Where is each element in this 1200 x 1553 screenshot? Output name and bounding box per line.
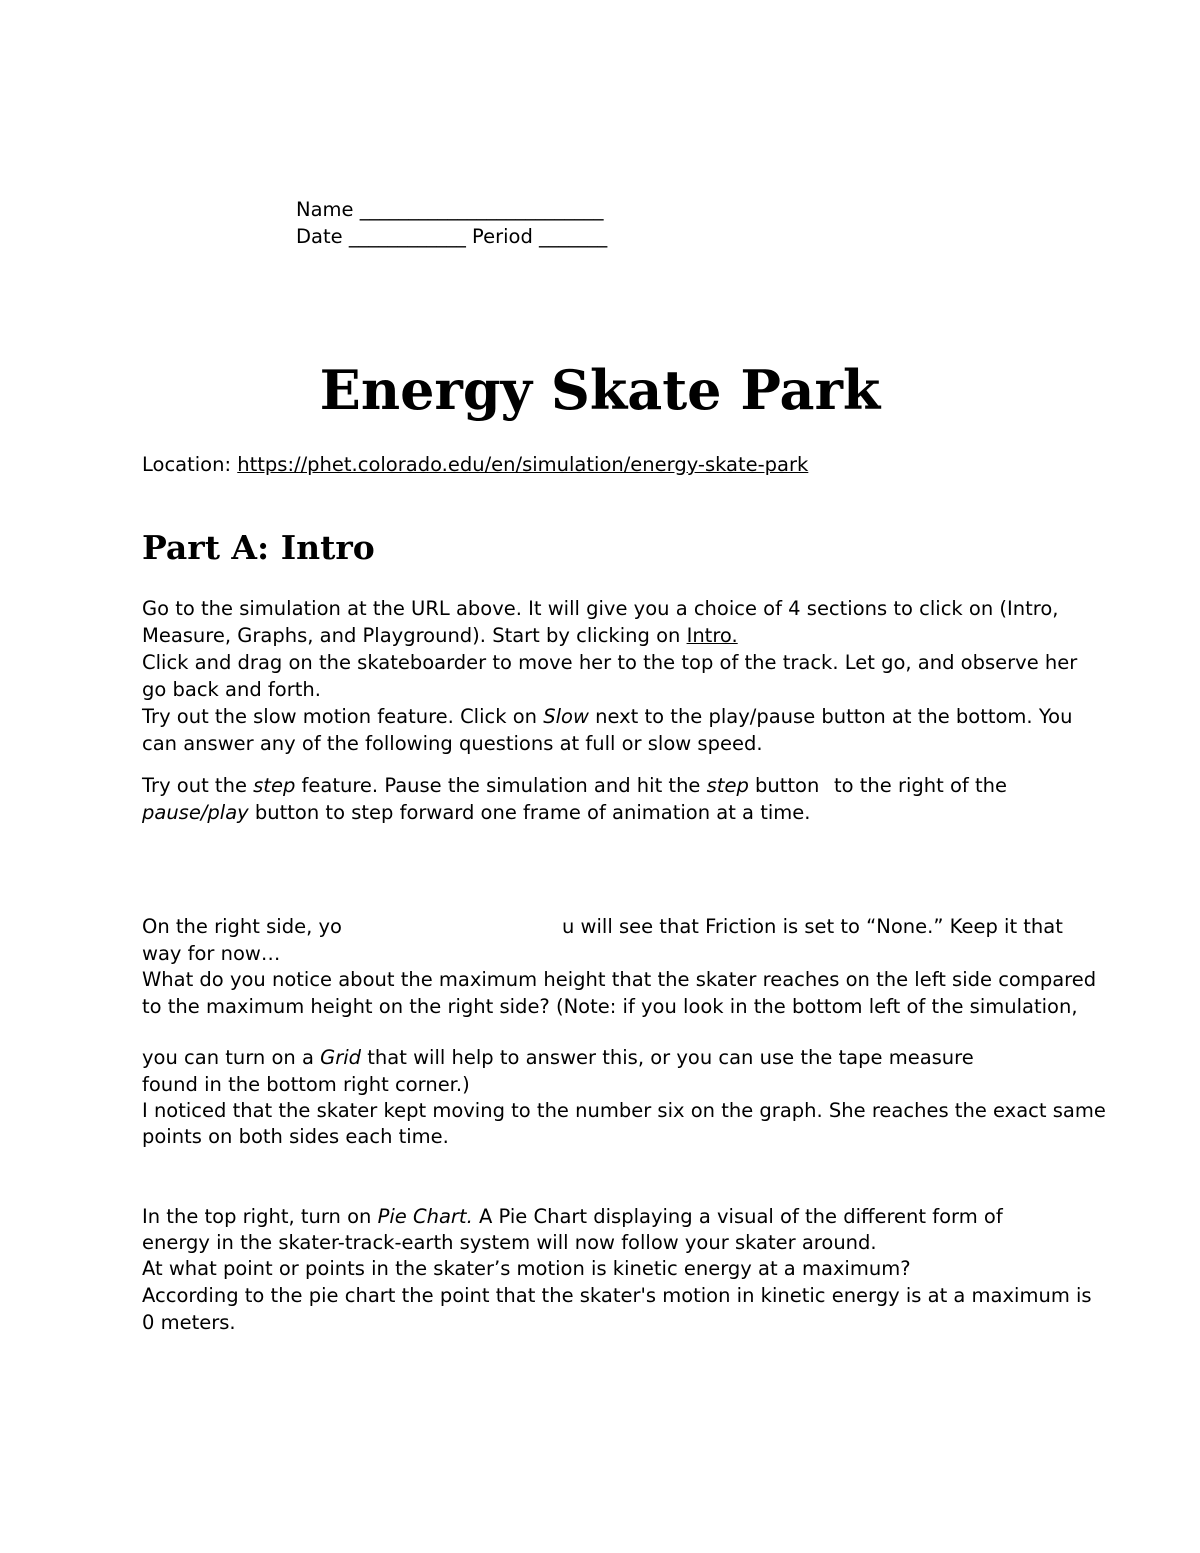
slow-term: Slow bbox=[543, 705, 589, 728]
p2-c: feature. Pause the simulation and hit the bbox=[301, 774, 701, 797]
document-title: Energy Skate Park bbox=[319, 358, 881, 422]
intro-link: Intro. bbox=[686, 624, 738, 647]
p4-line-3: At what point or points in the skater’s motion is kinetic energy at a maximum? bbox=[142, 1257, 911, 1280]
p3-answer-line-2: points on both sides each time. bbox=[142, 1125, 449, 1148]
period-label: Period bbox=[472, 225, 533, 248]
p2-line-2 bbox=[142, 800, 810, 826]
p3-answer-line-1: I noticed that the skater kept moving to the number six on the graph. She reaches the exact same bbox=[142, 1099, 1106, 1122]
p2-e: button bbox=[755, 774, 820, 797]
name-field bbox=[296, 197, 603, 223]
p3-line-3: What do you notice about the maximum height that the skater reaches on the left side compared bbox=[142, 968, 1097, 991]
p1-line-2 bbox=[142, 623, 738, 649]
location-link[interactable]: https://phet.colorado.edu/en/simulation/energy-skate-park bbox=[237, 453, 809, 476]
p2-a: Try out the bbox=[142, 774, 247, 797]
date-period-field bbox=[296, 224, 607, 250]
grid-term: Grid bbox=[320, 1046, 362, 1069]
p4-line-1-pre: In the top right, turn on bbox=[142, 1205, 372, 1228]
p3-line-1a: On the right side, yo bbox=[142, 915, 342, 938]
p3-line-6: found in the bottom right corner.) bbox=[142, 1073, 470, 1096]
p3-line-5-pre: you can turn on a bbox=[142, 1046, 314, 1069]
date-blank: ____________ bbox=[348, 225, 466, 248]
p1-line-3: Click and drag on the skateboarder to move her to the top of the track. Let go, and observe her bbox=[142, 651, 1078, 674]
p4-answer-line-1: According to the pie chart the point that the skater's motion in kinetic energy is at a maximum is bbox=[142, 1284, 1092, 1307]
date-label: Date bbox=[296, 225, 343, 248]
p4-line-2: energy in the skater-track-earth system will now follow your skater around. bbox=[142, 1231, 877, 1254]
p1-line-6: can answer any of the following questions at full or slow speed. bbox=[142, 732, 763, 755]
part-a-heading: Part A: Intro bbox=[142, 528, 375, 567]
p1-line-5-pre: Try out the slow motion feature. Click on bbox=[142, 705, 538, 728]
step-term-2: step bbox=[706, 774, 749, 797]
name-blank: _________________________ bbox=[359, 198, 604, 221]
p1-line-2-text: Measure, Graphs, and Playground). Start by clicking on bbox=[142, 624, 681, 647]
pause-play-term: pause/play bbox=[142, 801, 249, 824]
p1-line-4: go back and forth. bbox=[142, 678, 321, 701]
p3-line-5-post: that will help to answer this, or you can use the tape measure bbox=[367, 1046, 974, 1069]
p3-line-5 bbox=[142, 1045, 974, 1071]
p1-line-1: Go to the simulation at the URL above. It will give you a choice of 4 sections to click on (Intro, bbox=[142, 597, 1059, 620]
p4-answer-line-2: 0 meters. bbox=[142, 1311, 236, 1334]
p3-line-1b: u will see that Friction is set to “None.” Keep it that bbox=[562, 915, 1063, 938]
p2-h: button to step forward one frame of animation at a time. bbox=[254, 801, 811, 824]
step-term-1: step bbox=[253, 774, 296, 797]
p4-line-1-post: A Pie Chart displaying a visual of the different form of bbox=[478, 1205, 1003, 1228]
location-line bbox=[142, 452, 808, 478]
location-label: Location: bbox=[142, 453, 232, 476]
p3-line-4: to the maximum height on the right side? (Note: if you look in the bottom left of the simulation, bbox=[142, 995, 1078, 1018]
period-blank: _______ bbox=[539, 225, 608, 248]
p2-line-1 bbox=[142, 773, 819, 799]
p3-line-2: way for now… bbox=[142, 942, 281, 965]
p1-line-5 bbox=[142, 704, 1072, 730]
p1-line-5-post: next to the play/pause button at the bottom. You bbox=[595, 705, 1073, 728]
name-label: Name bbox=[296, 198, 354, 221]
pie-chart-term: Pie Chart. bbox=[377, 1205, 473, 1228]
p4-line-1 bbox=[142, 1204, 1003, 1230]
p2-f: to the right of the bbox=[834, 774, 1007, 797]
